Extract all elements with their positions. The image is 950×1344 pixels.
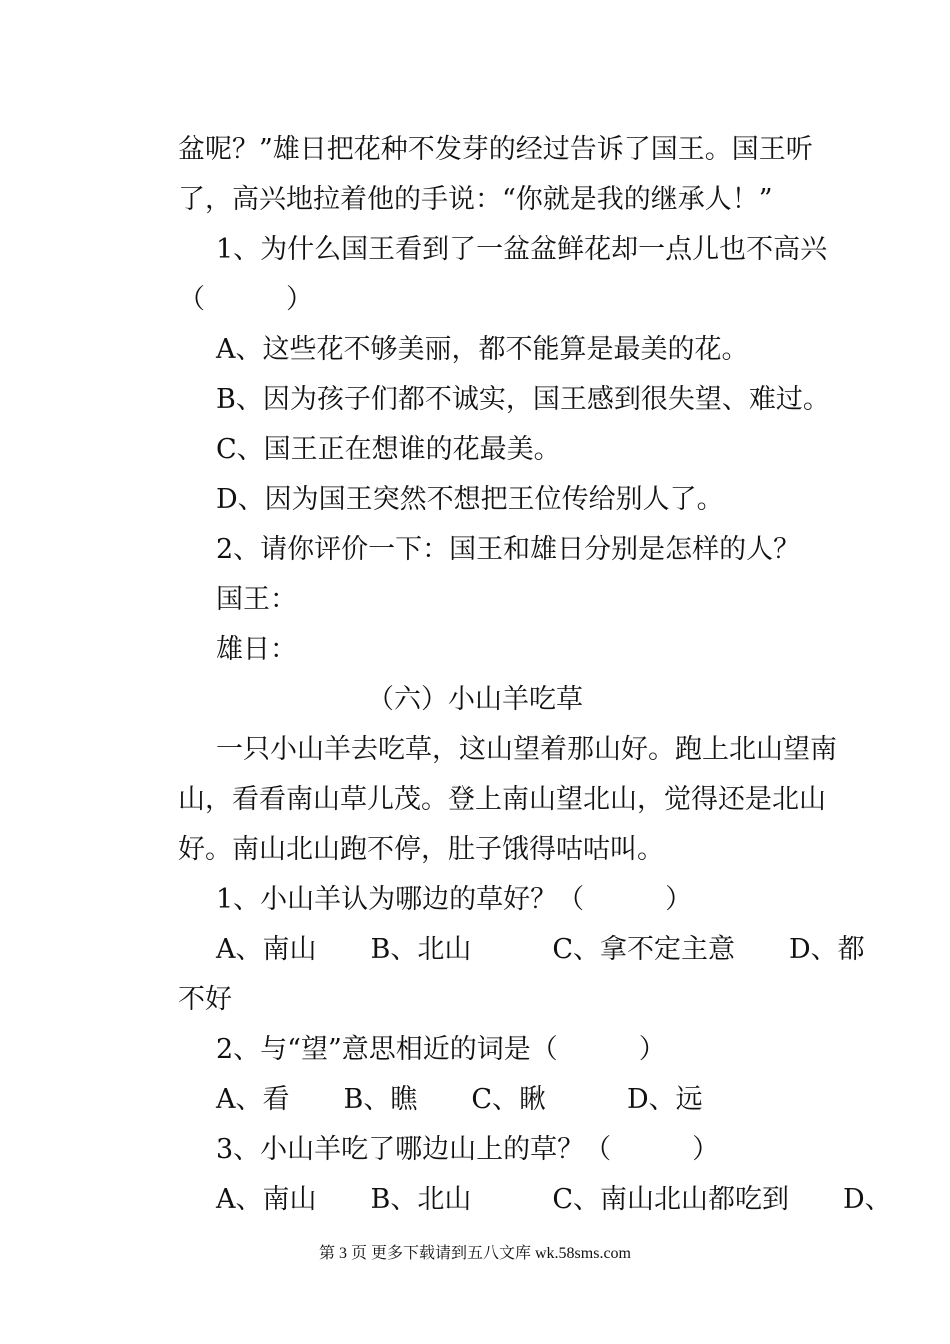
answer-blank: （ ） (178, 284, 313, 315)
paragraph-line: 盆呢？”雄日把花种不发芽的经过告诉了国王。国王听 (178, 134, 813, 165)
answer-label: 国王： (216, 584, 297, 615)
story-line: 一只小山羊去吃草，这山望着那山好。跑上北山望南 (216, 734, 837, 765)
story-line: 山，看看南山草儿茂。登上南山望北山，觉得还是北山 (178, 784, 826, 815)
paragraph-line: 了，高兴地拉着他的手说：“你就是我的继承人！” (178, 184, 773, 215)
options-line-continued: 不好 (178, 984, 232, 1015)
option-d: D、因为国王突然不想把王位传给别人了。 (216, 484, 724, 515)
story-line: 好。南山北山跑不停，肚子饿得咕咕叫。 (178, 834, 664, 865)
section-title: （六）小山羊吃草 (367, 684, 583, 715)
answer-label: 雄日： (216, 634, 297, 665)
question-text: 3、小山羊吃了哪边山上的草？（ ） (216, 1134, 720, 1165)
question-text: 1、为什么国王看到了一盆盆鲜花却一点儿也不高兴 (216, 234, 828, 265)
options-line: A、南山 B、北山 C、拿不定主意 D、都 (216, 934, 865, 965)
question-text: 2、请你评价一下：国王和雄日分别是怎样的人？ (216, 534, 801, 565)
options-line: A、看 B、瞧 C、瞅 D、远 (216, 1084, 703, 1115)
option-c: C、国王正在想谁的花最美。 (216, 434, 561, 465)
page-footer: 第 3 页 更多下载请到五八文库 wk.58sms.com (318, 1245, 631, 1262)
question-text: 2、与“望”意思相近的词是（ ） (216, 1034, 666, 1065)
option-b: B、因为孩子们都不诚实，国王感到很失望、难过。 (216, 384, 830, 415)
options-line: A、南山 B、北山 C、南山北山都吃到 D、 (216, 1184, 892, 1215)
option-a: A、这些花不够美丽，都不能算是最美的花。 (216, 334, 749, 365)
question-text: 1、小山羊认为哪边的草好？（ ） (216, 884, 693, 915)
